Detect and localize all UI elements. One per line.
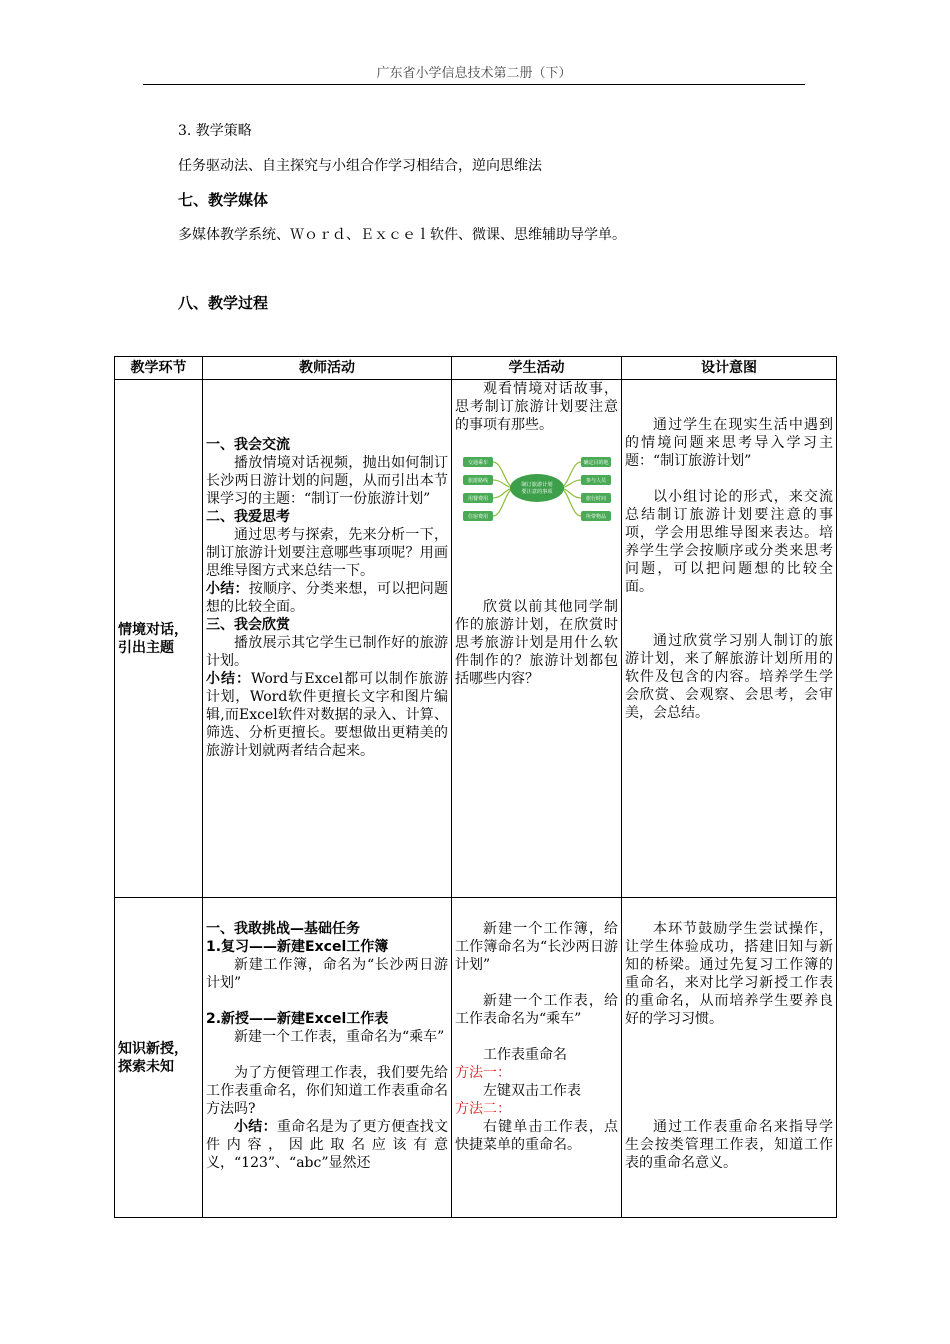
teacher-text-2: 通过思考与探索，先来分析一下，制订旅游计划要注意哪些事项呢？用画思维导图方式来总结一下。 bbox=[206, 527, 448, 579]
teacher-text-1: 新建工作簿，命名为“长沙两日游计划” bbox=[206, 957, 448, 991]
student-text-2: 新建一个工作表，给工作表命名为“乘车” bbox=[455, 993, 618, 1027]
student-text-3: 工作表重命名 bbox=[483, 1047, 567, 1063]
strategy-title: 3. 教学策略 bbox=[178, 123, 252, 139]
intent-text-2: 以小组讨论的形式，来交流总结制订旅游计划要注意的事项，学会用思维导图来表达。培养学生学会按顺序或分类来思考问题，可以把问题想的比较全面。 bbox=[625, 489, 833, 595]
mindmap-node: 所带物品 bbox=[585, 514, 606, 520]
method-two-text: 右键单击工作表，点快捷菜单的重命名。 bbox=[455, 1119, 618, 1153]
process-heading: 八、教学过程 bbox=[178, 294, 269, 312]
teacher-text-1: 播放情境对话视频，抛出如何制订长沙两日游计划的问题，从而引出本节课学习的主题：“制订一份旅游计划” bbox=[206, 455, 448, 507]
teacher-heading-1: 一、我会交流 bbox=[206, 437, 290, 453]
mindmap-node: 交通乘车 bbox=[467, 460, 488, 466]
table-row bbox=[115, 380, 837, 898]
teacher-cell bbox=[203, 898, 452, 1218]
intent-text-2: 通过工作表重命名来指导学生会按类管理工作表，知道工作表的重命名意义。 bbox=[625, 1119, 833, 1171]
page-header: 广东省小学信息技术第二册（下） bbox=[376, 66, 572, 81]
summary-label: 小结： bbox=[206, 671, 251, 687]
intent-text-1: 通过学生在现实生活中遇到的情境问题来思考导入学习主题：“制订旅游计划” bbox=[625, 417, 833, 469]
student-text-2: 欣赏以前其他同学制作的旅游计划，在欣赏时思考旅游计划是用什么软件制作的？旅游计划都包括哪些内容？ bbox=[455, 599, 618, 687]
media-heading: 七、教学媒体 bbox=[178, 191, 269, 209]
col-header-intent: 设计意图 bbox=[622, 357, 837, 380]
teaching-process-table bbox=[114, 356, 837, 1218]
stage-cell: 知识新授，探索未知 bbox=[115, 898, 203, 1218]
intent-text-1: 本环节鼓励学生尝试操作，让学生体验成功，搭建旧知与新知的桥梁。通过先复习工作簿的重命名，来对比学习新授工作表的重命名，从而培养学生要养良好的学习习惯。 bbox=[625, 921, 833, 1027]
teacher-text-3: 播放展示其它学生已制作好的旅游计划。 bbox=[206, 635, 448, 669]
method-one-label: 方法一： bbox=[455, 1065, 511, 1081]
stage-cell: 情境对话，引出主题 bbox=[115, 380, 203, 898]
mindmap-center bbox=[510, 474, 564, 502]
table-row bbox=[115, 898, 837, 1218]
method-two-label: 方法二： bbox=[455, 1101, 511, 1117]
summary-label: 小结： bbox=[206, 581, 249, 597]
summary-text: 重命名是为了更方便查找文件内容，因此取名应该有意义，“123”、“abc”显然还 bbox=[206, 1119, 449, 1171]
teacher-summary-2 bbox=[206, 670, 448, 760]
student-cell bbox=[452, 898, 622, 1218]
mindmap-node: 旅行时间 bbox=[585, 496, 606, 502]
table-header-row bbox=[115, 357, 837, 380]
summary-text: Word与Excel都可以制作旅游计划，Word软件更擅长文字和图片编辑,而Excel软件对数据的录入、计算、筛选、分析更擅长。要想做出更精美的旅游计划就两者结合起来。 bbox=[206, 671, 448, 759]
mindmap-node: 旅游路线 bbox=[467, 478, 488, 484]
mindmap-diagram bbox=[457, 448, 617, 528]
mindmap-node: 参与人员 bbox=[585, 478, 606, 484]
teacher-heading-3: 三、我会欣赏 bbox=[206, 617, 290, 633]
teacher-cell bbox=[203, 380, 452, 898]
teacher-summary-1 bbox=[206, 580, 448, 616]
student-text-1: 新建一个工作簿，给工作簿命名为“长沙两日游计划” bbox=[455, 921, 618, 973]
teacher-heading-2: 1.复习——新建Excel工作簿 bbox=[206, 939, 389, 955]
intent-cell bbox=[622, 898, 837, 1218]
header-rule bbox=[143, 84, 805, 85]
teacher-summary bbox=[206, 1118, 448, 1172]
col-header-student: 学生活动 bbox=[452, 357, 622, 380]
teacher-text-3: 为了方便管理工作表，我们要先给工作表重命名，你们知道工作表重命名方法吗? bbox=[206, 1065, 448, 1117]
teacher-heading-3: 2.新授——新建Excel工作表 bbox=[206, 1011, 389, 1027]
teacher-heading-2: 二、我爱思考 bbox=[206, 509, 290, 525]
svg-text:要注意的事项: 要注意的事项 bbox=[520, 489, 553, 495]
mindmap-node: 住宿费用 bbox=[467, 514, 488, 520]
mindmap-node: 确定目的地 bbox=[582, 460, 609, 466]
strategy-text: 任务驱动法、自主探究与小组合作学习相结合，逆向思维法 bbox=[178, 158, 542, 174]
summary-label: 小结： bbox=[234, 1119, 277, 1135]
summary-text: 按顺序、分类来想，可以把问题想的比较全面。 bbox=[206, 581, 448, 615]
teacher-text-2: 新建一个工作表，重命名为“乘车” bbox=[234, 1029, 445, 1045]
svg-text:制订旅游计划: 制订旅游计划 bbox=[520, 482, 553, 488]
teacher-heading-1: 一、我敢挑战—基础任务 bbox=[206, 921, 360, 937]
student-text-1: 观看情境对话故事，思考制订旅游计划要注意的事项有那些。 bbox=[455, 381, 618, 433]
media-text: 多媒体教学系统、Ｗｏｒｄ、Ｅｘｃｅｌ软件、微课、思维辅助导学单。 bbox=[178, 227, 626, 243]
mindmap-node: 用餐费用 bbox=[467, 496, 488, 502]
intent-text-3: 通过欣赏学习别人制订的旅游计划，来了解旅游计划所用的软件及包含的内容。培养学生学会欣赏、会观察、会思考，会审美，会总结。 bbox=[625, 633, 833, 721]
col-header-teacher: 教师活动 bbox=[203, 357, 452, 380]
intent-cell bbox=[622, 380, 837, 898]
student-cell bbox=[452, 380, 622, 898]
method-one-text: 左键双击工作表 bbox=[483, 1083, 581, 1099]
col-header-stage: 教学环节 bbox=[115, 357, 203, 380]
